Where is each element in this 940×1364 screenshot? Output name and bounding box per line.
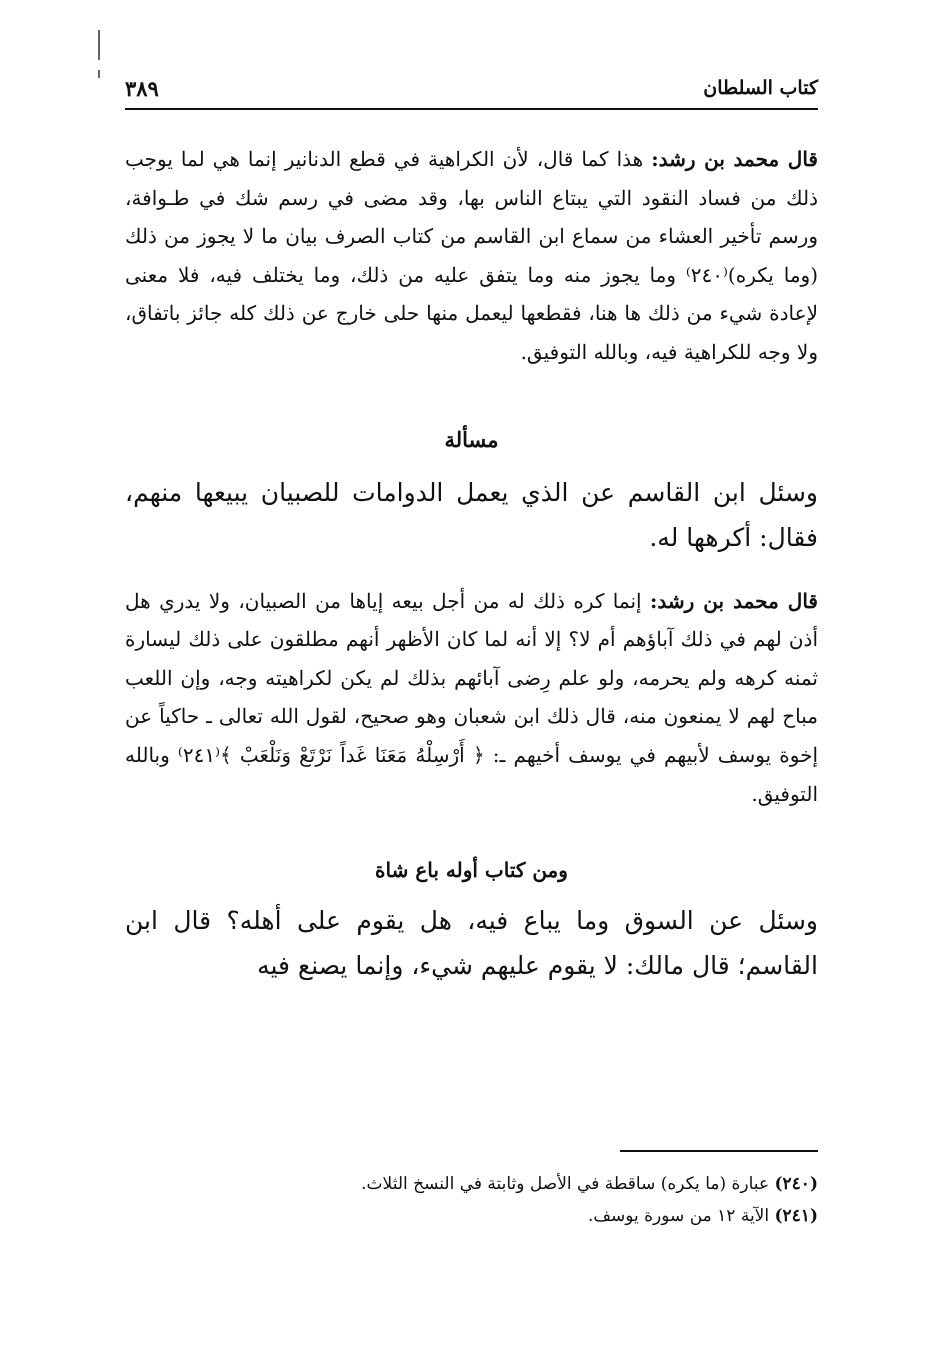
footnotes <box>125 1168 818 1232</box>
margin-mark <box>98 70 100 78</box>
commentary-paragraph <box>125 582 818 814</box>
commentary-lead: قال محمد بن رشد: <box>650 588 818 613</box>
footnote <box>125 1168 818 1200</box>
footnote-number: (٢٤١) <box>774 1206 818 1226</box>
commentary-text: إنما كره ذلك له من أجل بيعه إياها من الصبيان، ولا يدري هل أذن لهم في ذلك آباؤهم أم لا؟ إلا أنه لما كان الأظهر أنهم مطلقون على ذلك ليسارة ثمنه كرهه ولم يحرمه، ولو علم رِضى آبائهم بذلك لم يكن لكراهيته وجه، وإن اللعب مباح لهم لا يمنعون منه، قال ذلك ابن شعبان وهو صحيح، لقول الله تعالى ـ حاكياً عن إخوة يوسف لأبيهم في يوسف أخيهم ـ: ﴿ أَرْسِلْهُ مَعَنَا غَداً نَرْتَعْ وَنَلْعَبْ ﴾⁽٢٤١⁾ وبالله التوفيق. <box>125 588 818 806</box>
page-number: ٣٨٩ <box>125 75 159 101</box>
footnote-text: عبارة (ما يكره) ساقطة في الأصل وثابتة في النسخ الثلاث. <box>361 1174 775 1194</box>
commentary-lead: قال محمد بن رشد: <box>651 147 818 171</box>
chapter-heading: ومن كتاب أوله باع شاة <box>375 858 568 883</box>
footnote-number: (٢٤٠) <box>774 1174 818 1194</box>
footnote <box>125 1200 818 1232</box>
question-paragraph: وسئل ابن القاسم عن الذي يعمل الدوامات للصبيان يبيعها منهم، فقال: أكرهها له. <box>125 477 818 552</box>
commentary-paragraph <box>125 140 818 372</box>
running-header <box>125 70 818 106</box>
header-rule <box>125 108 818 110</box>
section-heading: مسألة <box>444 426 499 452</box>
main-text <box>125 140 818 988</box>
footnote-text: الآية ١٢ من سورة يوسف. <box>587 1206 775 1226</box>
running-title: كتاب السلطان <box>703 77 818 99</box>
footnote-rule <box>620 1150 818 1152</box>
question-paragraph: وسئل عن السوق وما يباع فيه، هل يقوم على أهله؟ قال ابن القاسم؛ قال مالك: لا يقوم عليهم شيء، وإنما يصنع فيه <box>125 906 818 981</box>
margin-mark <box>98 30 100 60</box>
commentary-text: هذا كما قال، لأن الكراهية في قطع الدنانير إنما هي لما يوجب ذلك من فساد النقود التي يبتاع الناس بها، وقد مضى في رسم شك في طـوافة، ورسم تأخير العشاء من سماع ابن القاسم من كتاب الصرف بيان ما لا يجوز من ذلك (وما يكره)⁽٢٤٠⁾ وما يجوز منه وما يتفق عليه من ذلك، وما يختلف فيه، فلا معنى لإعادة شيء من ذلك ها هنا، فقطعها ليعمل منها حلى خارج عن ذلك كله جائز باتفاق، ولا وجه للكراهية فيه، وبالله التوفيق. <box>125 147 818 364</box>
